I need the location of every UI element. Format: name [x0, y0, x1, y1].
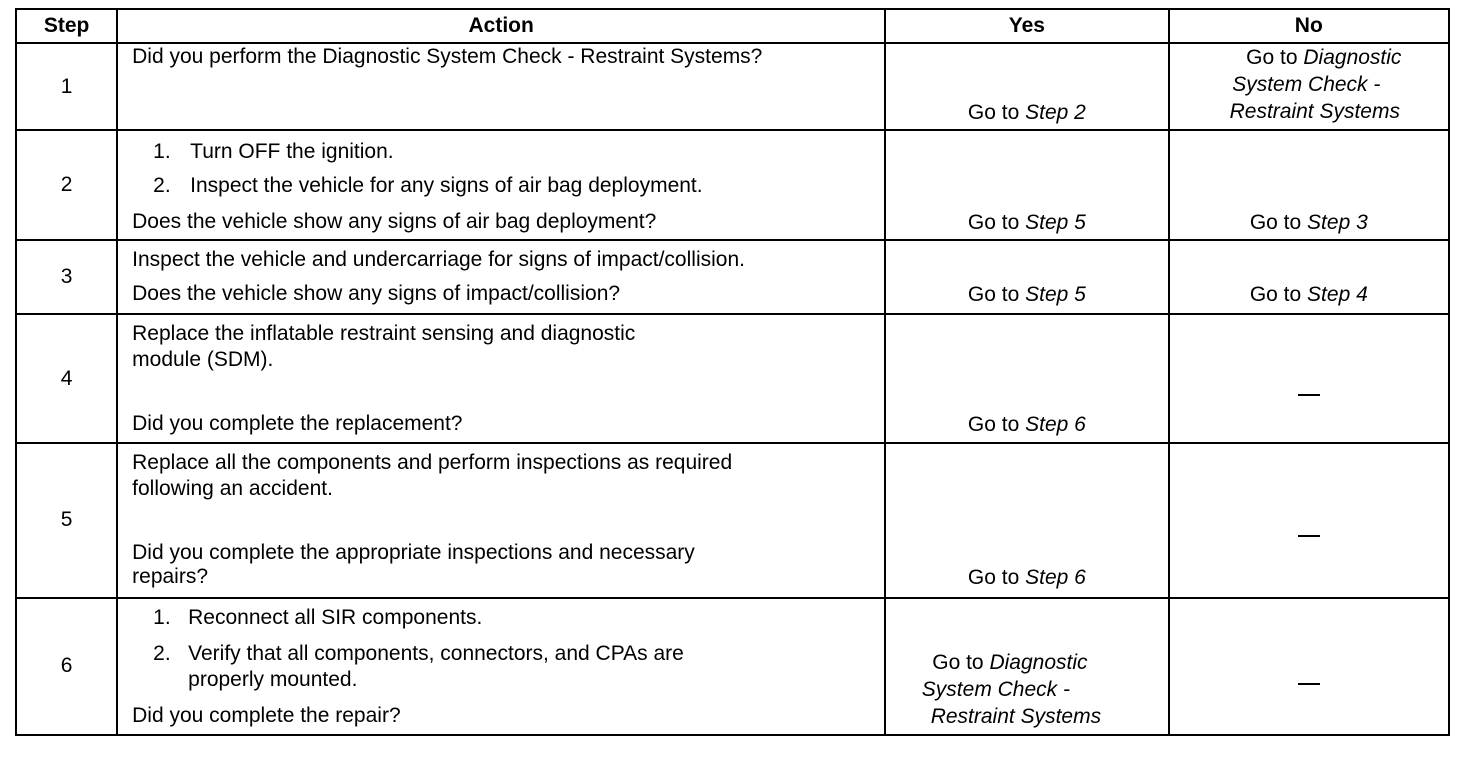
action-step-text: Reconnect all SIR components.: [188, 605, 483, 629]
yes-result: Go to Step 6: [967, 566, 1086, 590]
table-row: [16, 43, 1449, 130]
no-result: Go to Step 4: [1249, 283, 1368, 307]
table-row: [16, 598, 1449, 735]
no-cell: [1169, 43, 1449, 130]
step-number: 1: [16, 43, 117, 130]
table-row: [16, 443, 1449, 597]
step-number: 2: [16, 130, 117, 240]
step-number: 3: [16, 240, 117, 314]
action-step-text: Inspect the vehicle for any signs of air bag deployment.: [190, 174, 703, 198]
yes-cell: [885, 43, 1168, 130]
header-step: Step: [16, 9, 117, 43]
action-cell: [117, 314, 885, 443]
step-number: 4: [16, 314, 117, 443]
list-number: 2.: [153, 174, 171, 198]
yes-result: Go to Step 5: [967, 283, 1086, 307]
list-number: 1.: [153, 140, 171, 164]
yes-result-line: System Check -: [921, 677, 1070, 701]
action-question: Did you complete the appropriate inspections and necessary: [132, 541, 695, 565]
step-number: 5: [16, 443, 117, 597]
action-cell: [117, 443, 885, 597]
action-text: Replace the inflatable restraint sensing and diagnostic: [132, 321, 636, 345]
yes-result-line: Go to Diagnostic: [932, 650, 1088, 674]
yes-cell: [885, 598, 1168, 735]
header-no: No: [1169, 9, 1449, 43]
header-yes: Yes: [885, 9, 1168, 43]
action-question: repairs?: [132, 565, 209, 589]
action-cell: [117, 240, 885, 314]
yes-result: Go to Step 5: [967, 211, 1086, 235]
action-question: Does the vehicle show any signs of impact/collision?: [132, 282, 621, 306]
no-result-dash: [1170, 378, 1448, 402]
no-result-dash: [1170, 667, 1448, 691]
action-text: Replace all the components and perform inspections as required: [132, 451, 733, 475]
action-text: Inspect the vehicle and undercarriage for signs of impact/collision.: [132, 248, 745, 272]
no-result-line: Go to Diagnostic: [1246, 46, 1402, 70]
header-row: [16, 9, 1449, 43]
yes-cell: [885, 240, 1168, 314]
step-number: 6: [16, 598, 117, 735]
no-result-line: Restraint Systems: [1229, 100, 1400, 124]
action-text: Did you perform the Diagnostic System Check - Restraint Systems?: [132, 45, 763, 69]
action-step-text: Turn OFF the ignition.: [190, 140, 394, 164]
no-cell: [1169, 443, 1449, 597]
header-action: Action: [117, 9, 885, 43]
action-text: following an accident.: [132, 477, 333, 501]
action-text: module (SDM).: [132, 347, 274, 371]
action-step-text: properly mounted.: [188, 667, 358, 691]
no-result-line: System Check -: [1232, 73, 1381, 97]
table-row: [16, 130, 1449, 240]
table-row: [16, 314, 1449, 443]
action-cell: [117, 598, 885, 735]
action-step-text: Verify that all components, connectors, and CPAs are: [188, 641, 684, 665]
yes-result: Go to Step 2: [967, 101, 1086, 125]
list-number: 2.: [153, 641, 171, 665]
yes-cell: [885, 314, 1168, 443]
no-cell: [1169, 314, 1449, 443]
action-cell: [117, 43, 885, 130]
yes-result-line: Restraint Systems: [930, 704, 1102, 728]
no-result: Go to Step 3: [1249, 211, 1368, 235]
no-result-dash: [1170, 519, 1448, 543]
action-question: Did you complete the repair?: [132, 703, 401, 727]
action-cell: [117, 130, 885, 240]
action-question: Does the vehicle show any signs of air bag deployment?: [132, 210, 657, 234]
no-cell: [1169, 130, 1449, 240]
action-question: Did you complete the replacement?: [132, 411, 463, 435]
yes-cell: [885, 443, 1168, 597]
yes-result: Go to Step 6: [967, 412, 1086, 436]
table-row: [16, 240, 1449, 314]
no-cell: [1169, 598, 1449, 735]
yes-cell: [885, 130, 1168, 240]
list-number: 1.: [153, 605, 171, 629]
no-cell: [1169, 240, 1449, 314]
diagnostic-table: [15, 8, 1450, 736]
